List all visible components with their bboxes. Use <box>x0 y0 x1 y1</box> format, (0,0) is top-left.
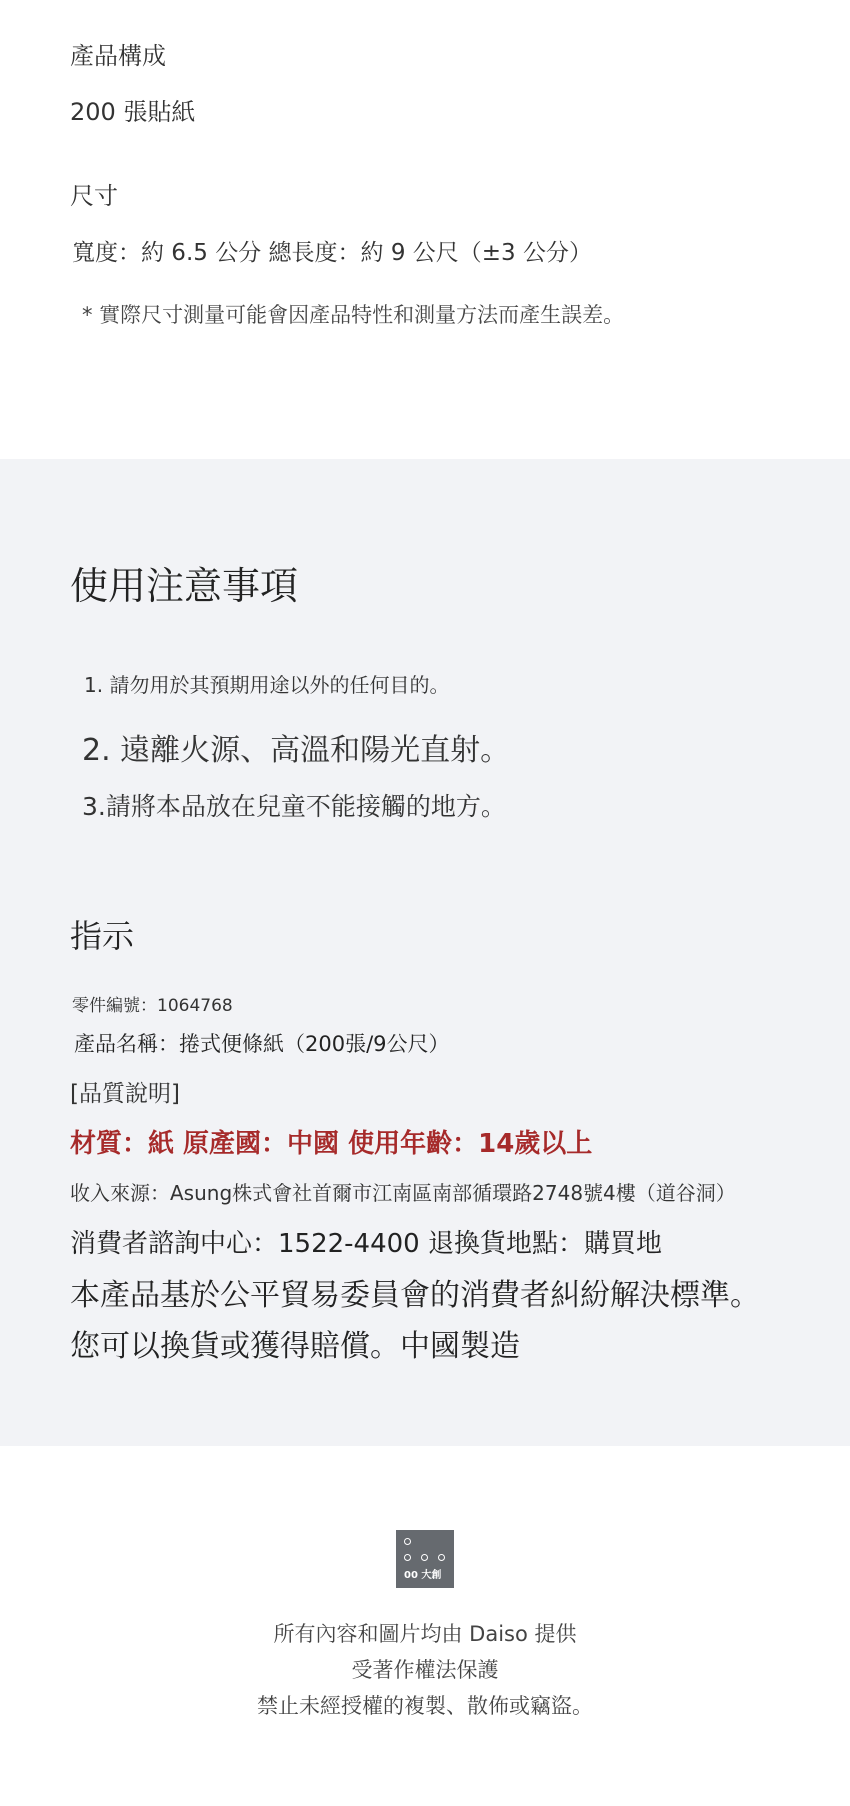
exchange-made-in-text: 您可以換貨或獲得賠償。中國製造 <box>70 1329 520 1364</box>
material-origin-age: 材質：紙 原產國：中國 使用年齡：14歲以上 <box>70 1129 593 1159</box>
copyright-line: 所有內容和圖片均由 Daiso 提供 <box>273 1622 577 1646</box>
daiso-logo-icon <box>396 1530 454 1588</box>
caution-heading: 使用注意事項 <box>70 564 299 608</box>
copyright-footer <box>0 1446 850 1806</box>
importer-info: 收入來源：Asung株式會社首爾市江南區南部循環路2748號4樓（道谷洞） <box>70 1181 736 1205</box>
size-value: 寬度：約 6.5 公分 總長度：約 9 公尺（±3 公分） <box>72 240 592 266</box>
caution-item: 1. 請勿用於其預期用途以外的任何目的。 <box>84 673 450 697</box>
usage-notes-section <box>0 459 850 1446</box>
caution-item: 3.請將本品放在兒童不能接觸的地方。 <box>82 792 506 821</box>
consumer-center-info: 消費者諮詢中心：1522-4400 退換貨地點：購買地 <box>70 1229 662 1259</box>
size-heading: 尺寸 <box>70 182 118 210</box>
product-name: 產品名稱：捲式便條紙（200張/9公尺） <box>74 1032 450 1056</box>
dispute-resolution-text: 本產品基於公平貿易委員會的消費者糾紛解決標準。 <box>70 1278 760 1313</box>
composition-value: 200 張貼紙 <box>70 98 196 126</box>
copyright-line: 禁止未經授權的複製、散佈或竊盜。 <box>257 1694 593 1718</box>
caution-item: 2. 遠離火源、高溫和陽光直射。 <box>82 733 511 768</box>
part-number: 零件編號：1064768 <box>72 996 233 1016</box>
logo-text: 00 大創 <box>404 1570 442 1581</box>
composition-heading: 產品構成 <box>70 42 166 70</box>
quality-label: [品質說明] <box>70 1081 180 1107</box>
copyright-line: 受著作權法保護 <box>351 1658 499 1682</box>
instructions-heading: 指示 <box>70 917 135 955</box>
product-spec-section <box>0 0 850 459</box>
size-note: * 實際尺寸測量可能會因產品特性和測量方法而產生誤差。 <box>82 303 625 327</box>
